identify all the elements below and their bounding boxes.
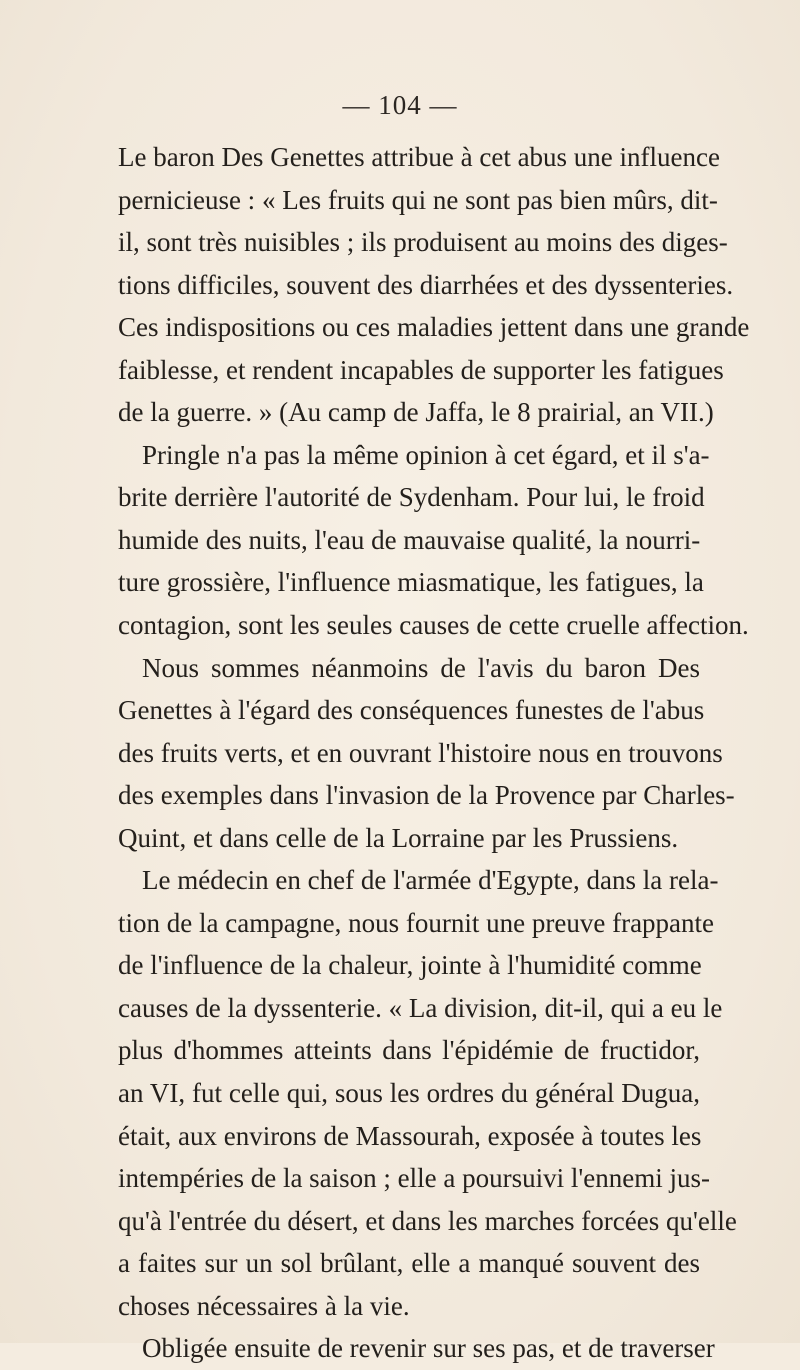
text-line: Quint, et dans celle de la Lorraine par les Prussiens. bbox=[118, 822, 679, 853]
text-line: Le baron Des Genettes attribue à cet abus une influence bbox=[118, 142, 720, 172]
text-line: causes de la dyssenterie. « La division, dit-il, qui a eu le bbox=[118, 992, 723, 1023]
text-line: Obligée ensuite de revenir sur ses pas, et de traverser bbox=[142, 1333, 715, 1364]
text-line: Pringle n'a pas la même opinion à cet égard, et il s'a- bbox=[142, 439, 710, 470]
text-line: a faites sur un sol brûlant, elle a manqué souvent des bbox=[118, 1248, 700, 1279]
body-text bbox=[118, 136, 750, 1370]
text-line: brite derrière l'autorité de Sydenham. Pour lui, le froid bbox=[118, 482, 705, 513]
text-line: était, aux environs de Massourah, exposée à toutes les bbox=[118, 1120, 702, 1151]
page-number: — 104 — bbox=[342, 90, 458, 120]
text-line: humide des nuits, l'eau de mauvaise qualité, la nourri- bbox=[118, 524, 701, 555]
text-line: faiblesse, et rendent incapables de supporter les fatigues bbox=[118, 354, 724, 385]
text-line: plus d'hommes atteints dans l'épidémie de fructidor, bbox=[118, 1035, 700, 1066]
text-line: tions difficiles, souvent des diarrhées et des dyssenteries. bbox=[118, 269, 734, 300]
text-line: qu'à l'entrée du désert, et dans les marches forcées qu'elle bbox=[118, 1205, 737, 1236]
text-line: de l'influence de la chaleur, jointe à l'humidité comme bbox=[118, 950, 702, 981]
text-line: de la guerre. » (Au camp de Jaffa, le 8 prairial, an VII.) bbox=[118, 397, 714, 428]
text-line: an VI, fut celle qui, sous les ordres du général Dugua, bbox=[118, 1078, 700, 1109]
text-line: des exemples dans l'invasion de la Provence par Charles- bbox=[118, 780, 735, 811]
text-line: intempéries de la saison ; elle a poursuivi l'ennemi jus- bbox=[118, 1163, 710, 1194]
text-line: Nous sommes néanmoins de l'avis du baron Des bbox=[142, 652, 700, 683]
text-line: des fruits verts, et en ouvrant l'histoire nous en trouvons bbox=[118, 737, 723, 768]
text-line: il, sont très nuisibles ; ils produisent au moins des diges- bbox=[118, 227, 728, 258]
text-line: Ces indispositions ou ces maladies jettent dans une grande bbox=[118, 312, 750, 343]
text-line: pernicieuse : « Les fruits qui ne sont pas bien mûrs, dit- bbox=[118, 184, 718, 215]
text-line: ture grossière, l'influence miasmatique, les fatigues, la bbox=[118, 567, 704, 598]
text-line: choses nécessaires à la vie. bbox=[118, 1290, 410, 1321]
text-line: Le médecin en chef de l'armée d'Egypte, dans la rela- bbox=[142, 865, 719, 896]
text-line: contagion, sont les seules causes de cette cruelle affection. bbox=[118, 610, 749, 641]
text-line: tion de la campagne, nous fournit une preuve frappante bbox=[118, 907, 715, 938]
text-line: Genettes à l'égard des conséquences funestes de l'abus bbox=[118, 695, 705, 726]
